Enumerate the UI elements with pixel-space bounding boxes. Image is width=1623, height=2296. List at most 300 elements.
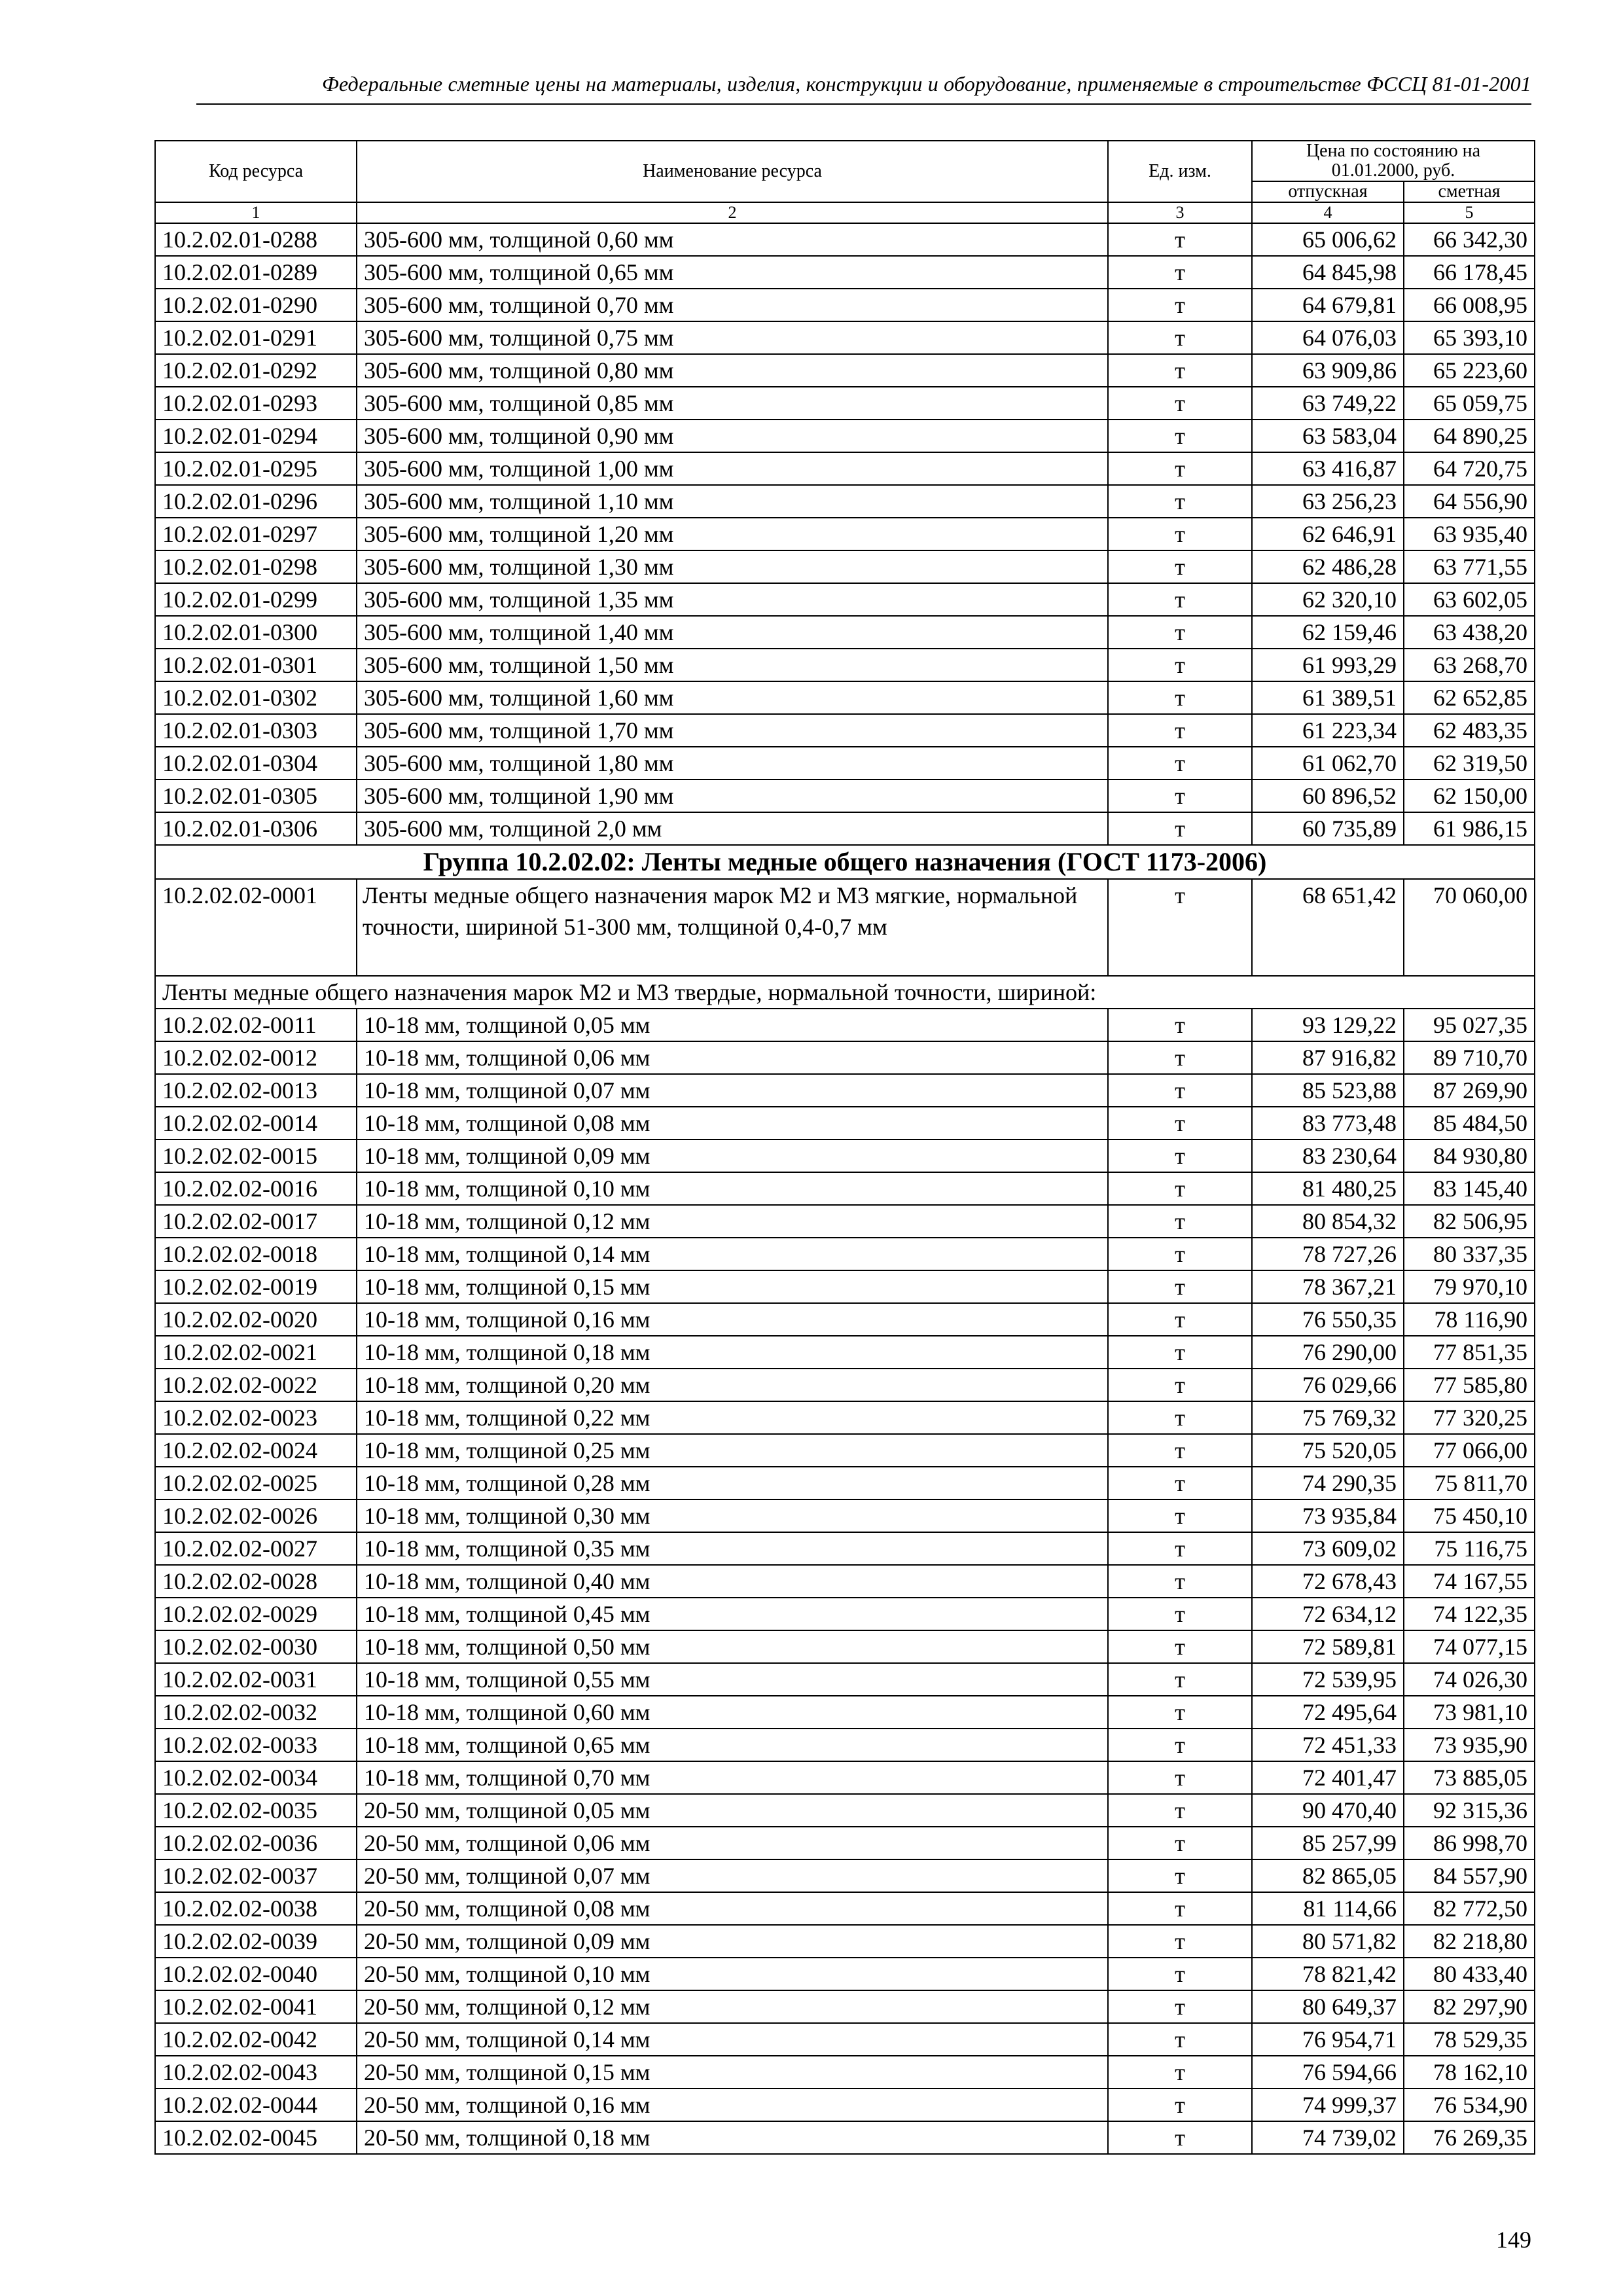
table-row [155,879,1535,976]
release-price: 73 935,84 [1252,1499,1404,1532]
estimate-price: 95 027,35 [1404,1009,1535,1041]
estimate-price: 84 557,90 [1404,1859,1535,1892]
release-price: 93 129,22 [1252,1009,1404,1041]
estimate-price: 66 178,45 [1404,256,1535,289]
unit-cell: т [1108,518,1252,550]
table-row [155,387,1535,420]
table-row [155,780,1535,812]
table-row [155,1336,1535,1369]
unit-cell: т [1108,256,1252,289]
table-row [155,812,1535,845]
estimate-price: 82 772,50 [1404,1892,1535,1925]
estimate-price: 76 269,35 [1404,2121,1535,2154]
unit-cell: т [1108,1990,1252,2023]
estimate-price: 82 218,80 [1404,1925,1535,1958]
unit-cell: т [1108,1859,1252,1892]
resource-code: 10.2.02.02-0026 [155,1499,357,1532]
resource-code: 10.2.02.02-0012 [155,1041,357,1074]
estimate-price: 62 652,85 [1404,681,1535,714]
unit-cell: т [1108,420,1252,452]
resource-code: 10.2.02.02-0033 [155,1729,357,1761]
release-price: 83 773,48 [1252,1107,1404,1139]
resource-name: 10-18 мм, толщиной 0,15 мм [357,1270,1108,1303]
release-price: 76 550,35 [1252,1303,1404,1336]
resource-name: 305-600 мм, толщиной 1,60 мм [357,681,1108,714]
resource-name: 305-600 мм, толщиной 1,35 мм [357,583,1108,616]
table-row [155,1859,1535,1892]
resource-code: 10.2.02.02-0043 [155,2056,357,2089]
resource-code: 10.2.02.02-0011 [155,1009,357,1041]
unit-cell: т [1108,1958,1252,1990]
table-row [155,1270,1535,1303]
subheading: Ленты медные общего назначения марок М2 и М3 твердые, нормальной точности, шириной: [155,976,1535,1009]
unit-cell: т [1108,1729,1252,1761]
estimate-price: 78 116,90 [1404,1303,1535,1336]
table-row [155,420,1535,452]
resource-name: 10-18 мм, толщиной 0,60 мм [357,1696,1108,1729]
release-price: 72 678,43 [1252,1565,1404,1598]
resource-code: 10.2.02.01-0298 [155,550,357,583]
estimate-price: 82 506,95 [1404,1205,1535,1238]
release-price: 80 649,37 [1252,1990,1404,2023]
release-price: 72 634,12 [1252,1598,1404,1630]
estimate-price: 63 438,20 [1404,616,1535,649]
table-row [155,1172,1535,1205]
resource-name: 305-600 мм, толщиной 0,65 мм [357,256,1108,289]
resource-code: 10.2.02.02-0021 [155,1336,357,1369]
column-number: 1 [155,202,357,223]
resource-code: 10.2.02.02-0031 [155,1663,357,1696]
release-price: 75 520,05 [1252,1434,1404,1467]
column-number: 4 [1252,202,1404,223]
estimate-price: 73 935,90 [1404,1729,1535,1761]
estimate-price: 74 026,30 [1404,1663,1535,1696]
unit-cell: т [1108,812,1252,845]
release-price: 65 006,62 [1252,223,1404,256]
estimate-price: 65 393,10 [1404,321,1535,354]
unit-cell: т [1108,1630,1252,1663]
table-row [155,1041,1535,1074]
table-row [155,1892,1535,1925]
resource-name: 10-18 мм, толщиной 0,16 мм [357,1303,1108,1336]
unit-cell: т [1108,1369,1252,1401]
resource-code: 10.2.02.01-0305 [155,780,357,812]
resource-name: Ленты медные общего назначения марок М2 и М3 мягкие, нормальной точности, шириной 51-300 мм, толщиной 0,4-0,7 мм [357,879,1108,976]
unit-cell: т [1108,1107,1252,1139]
estimate-price: 74 167,55 [1404,1565,1535,1598]
release-price: 68 651,42 [1252,879,1404,976]
estimate-price: 75 811,70 [1404,1467,1535,1499]
resource-name: 10-18 мм, толщиной 0,35 мм [357,1532,1108,1565]
table-row [155,1139,1535,1172]
running-header: Федеральные сметные цены на материалы, изделия, конструкции и оборудование, применяемые в строительстве ФССЦ 81-01-2001 [321,72,1531,96]
resource-name: 305-600 мм, толщиной 0,85 мм [357,387,1108,420]
resource-name: 10-18 мм, толщиной 0,14 мм [357,1238,1108,1270]
table-row [155,289,1535,321]
estimate-price: 75 450,10 [1404,1499,1535,1532]
header-rule [196,103,1531,105]
estimate-price: 84 930,80 [1404,1139,1535,1172]
table-row [155,485,1535,518]
resource-name: 305-600 мм, толщиной 2,0 мм [357,812,1108,845]
unit-cell: т [1108,550,1252,583]
unit-cell: т [1108,1663,1252,1696]
resource-name: 20-50 мм, толщиной 0,05 мм [357,1794,1108,1827]
unit-cell: т [1108,289,1252,321]
release-price: 62 159,46 [1252,616,1404,649]
release-price: 90 470,40 [1252,1794,1404,1827]
unit-cell: т [1108,223,1252,256]
estimate-price: 66 342,30 [1404,223,1535,256]
estimate-price: 89 710,70 [1404,1041,1535,1074]
table-row [155,1074,1535,1107]
resource-name: 10-18 мм, толщиной 0,05 мм [357,1009,1108,1041]
table-row [155,1761,1535,1794]
table-row [155,256,1535,289]
release-price: 82 865,05 [1252,1859,1404,1892]
table-row [155,1238,1535,1270]
resource-code: 10.2.02.02-0032 [155,1696,357,1729]
release-price: 62 646,91 [1252,518,1404,550]
resource-name: 20-50 мм, толщиной 0,12 мм [357,1990,1108,2023]
resource-name: 10-18 мм, толщиной 0,40 мм [357,1565,1108,1598]
resource-name: 10-18 мм, толщиной 0,10 мм [357,1172,1108,1205]
resource-code: 10.2.02.01-0302 [155,681,357,714]
resource-code: 10.2.02.02-0038 [155,1892,357,1925]
estimate-price: 65 059,75 [1404,387,1535,420]
release-price: 85 257,99 [1252,1827,1404,1859]
resource-code: 10.2.02.01-0292 [155,354,357,387]
release-price: 74 739,02 [1252,2121,1404,2154]
release-price: 61 993,29 [1252,649,1404,681]
release-price: 60 896,52 [1252,780,1404,812]
resource-code: 10.2.02.02-0039 [155,1925,357,1958]
table-row [155,1303,1535,1336]
estimate-price: 62 319,50 [1404,747,1535,780]
release-price: 72 589,81 [1252,1630,1404,1663]
release-price: 62 320,10 [1252,583,1404,616]
release-price: 87 916,82 [1252,1041,1404,1074]
resource-name: 305-600 мм, толщиной 0,75 мм [357,321,1108,354]
release-price: 81 480,25 [1252,1172,1404,1205]
resource-code: 10.2.02.02-0013 [155,1074,357,1107]
table-row [155,1794,1535,1827]
resource-code: 10.2.02.02-0027 [155,1532,357,1565]
unit-cell: т [1108,1270,1252,1303]
resource-code: 10.2.02.01-0304 [155,747,357,780]
resource-code: 10.2.02.02-0016 [155,1172,357,1205]
estimate-price: 77 066,00 [1404,1434,1535,1467]
release-price: 61 062,70 [1252,747,1404,780]
resource-code: 10.2.02.02-0028 [155,1565,357,1598]
estimate-price: 63 268,70 [1404,649,1535,681]
unit-cell: т [1108,1565,1252,1598]
unit-cell: т [1108,1434,1252,1467]
resource-code: 10.2.02.01-0301 [155,649,357,681]
unit-cell: т [1108,1205,1252,1238]
resource-name: 20-50 мм, толщиной 0,08 мм [357,1892,1108,1925]
release-price: 64 076,03 [1252,321,1404,354]
unit-cell: т [1108,879,1252,976]
unit-cell: т [1108,747,1252,780]
page-number: 149 [1496,2227,1531,2253]
unit-cell: т [1108,485,1252,518]
unit-cell: т [1108,1467,1252,1499]
unit-cell: т [1108,583,1252,616]
resource-code: 10.2.02.02-0030 [155,1630,357,1663]
table-row [155,583,1535,616]
release-price: 63 416,87 [1252,452,1404,485]
estimate-price: 74 077,15 [1404,1630,1535,1663]
unit-cell: т [1108,681,1252,714]
unit-cell: т [1108,1892,1252,1925]
estimate-price: 70 060,00 [1404,879,1535,976]
resource-code: 10.2.02.01-0300 [155,616,357,649]
release-price: 76 029,66 [1252,1369,1404,1401]
table-row [155,550,1535,583]
resource-code: 10.2.02.02-0025 [155,1467,357,1499]
release-price: 73 609,02 [1252,1532,1404,1565]
estimate-price: 80 337,35 [1404,1238,1535,1270]
resource-name: 20-50 мм, толщиной 0,18 мм [357,2121,1108,2154]
resource-name: 10-18 мм, толщиной 0,20 мм [357,1369,1108,1401]
unit-cell: т [1108,1303,1252,1336]
unit-cell: т [1108,649,1252,681]
estimate-price: 65 223,60 [1404,354,1535,387]
unit-cell: т [1108,1696,1252,1729]
unit-cell: т [1108,1499,1252,1532]
resource-code: 10.2.02.01-0297 [155,518,357,550]
release-price: 74 999,37 [1252,2089,1404,2121]
unit-cell: т [1108,1794,1252,1827]
table-row [155,1925,1535,1958]
estimate-price: 62 483,35 [1404,714,1535,747]
resource-code: 10.2.02.02-0037 [155,1859,357,1892]
table-row [155,1958,1535,1990]
unit-cell: т [1108,1009,1252,1041]
unit-cell: т [1108,1238,1252,1270]
resource-code: 10.2.02.02-0019 [155,1270,357,1303]
resource-code: 10.2.02.01-0290 [155,289,357,321]
estimate-price: 64 720,75 [1404,452,1535,485]
column-number: 5 [1404,202,1535,223]
resource-name: 20-50 мм, толщиной 0,06 мм [357,1827,1108,1859]
table-row [155,649,1535,681]
estimate-price: 77 585,80 [1404,1369,1535,1401]
unit-cell: т [1108,1598,1252,1630]
table-row [155,321,1535,354]
resource-code: 10.2.02.02-0017 [155,1205,357,1238]
table-row [155,1205,1535,1238]
resource-code: 10.2.02.02-0041 [155,1990,357,2023]
estimate-price: 78 529,35 [1404,2023,1535,2056]
estimate-price: 64 890,25 [1404,420,1535,452]
resource-name: 10-18 мм, толщиной 0,07 мм [357,1074,1108,1107]
estimate-price: 87 269,90 [1404,1074,1535,1107]
table-row [155,714,1535,747]
header-unit: Ед. изм. [1108,141,1252,202]
resource-name: 305-600 мм, толщиной 1,50 мм [357,649,1108,681]
table-row [155,2121,1535,2154]
estimate-price: 82 297,90 [1404,1990,1535,2023]
resource-name: 305-600 мм, толщиной 1,00 мм [357,452,1108,485]
estimate-price: 74 122,35 [1404,1598,1535,1630]
table-row [155,2089,1535,2121]
resource-name: 10-18 мм, толщиной 0,45 мм [357,1598,1108,1630]
header-code: Код ресурса [155,141,357,202]
header-estimate: сметная [1404,181,1535,202]
resource-name: 10-18 мм, толщиной 0,70 мм [357,1761,1108,1794]
estimate-price: 85 484,50 [1404,1107,1535,1139]
resource-code: 10.2.02.02-0015 [155,1139,357,1172]
unit-cell: т [1108,2056,1252,2089]
resource-code: 10.2.02.02-0022 [155,1369,357,1401]
release-price: 81 114,66 [1252,1892,1404,1925]
release-price: 64 679,81 [1252,289,1404,321]
resource-code: 10.2.02.02-0029 [155,1598,357,1630]
release-price: 76 290,00 [1252,1336,1404,1369]
table-row [155,452,1535,485]
table-row [155,1107,1535,1139]
resource-name: 10-18 мм, толщиной 0,65 мм [357,1729,1108,1761]
table-row [155,681,1535,714]
group-heading-row [155,845,1535,879]
unit-cell: т [1108,2089,1252,2121]
table-row [155,1598,1535,1630]
resource-name: 10-18 мм, толщиной 0,55 мм [357,1663,1108,1696]
release-price: 63 256,23 [1252,485,1404,518]
resource-code: 10.2.02.01-0306 [155,812,357,845]
release-price: 72 401,47 [1252,1761,1404,1794]
release-price: 78 821,42 [1252,1958,1404,1990]
estimate-price: 61 986,15 [1404,812,1535,845]
unit-cell: т [1108,2023,1252,2056]
resource-name: 305-600 мм, толщиной 1,70 мм [357,714,1108,747]
unit-cell: т [1108,452,1252,485]
table-row [155,2056,1535,2089]
resource-code: 10.2.02.02-0018 [155,1238,357,1270]
resource-code: 10.2.02.01-0288 [155,223,357,256]
resource-name: 10-18 мм, толщиной 0,30 мм [357,1499,1108,1532]
subheading-row [155,976,1535,1009]
unit-cell: т [1108,1041,1252,1074]
resource-code: 10.2.02.02-0035 [155,1794,357,1827]
resource-code: 10.2.02.02-0036 [155,1827,357,1859]
table-row [155,616,1535,649]
release-price: 72 539,95 [1252,1663,1404,1696]
release-price: 75 769,32 [1252,1401,1404,1434]
resource-name: 20-50 мм, толщиной 0,15 мм [357,2056,1108,2089]
release-price: 74 290,35 [1252,1467,1404,1499]
unit-cell: т [1108,1827,1252,1859]
release-price: 60 735,89 [1252,812,1404,845]
resource-code: 10.2.02.02-0045 [155,2121,357,2154]
resource-name: 305-600 мм, толщиной 1,20 мм [357,518,1108,550]
resource-name: 10-18 мм, толщиной 0,22 мм [357,1401,1108,1434]
release-price: 76 954,71 [1252,2023,1404,2056]
resource-code: 10.2.02.02-0001 [155,879,357,976]
release-price: 80 571,82 [1252,1925,1404,1958]
release-price: 76 594,66 [1252,2056,1404,2089]
table-row [155,1630,1535,1663]
release-price: 63 749,22 [1252,387,1404,420]
estimate-price: 73 981,10 [1404,1696,1535,1729]
resource-code: 10.2.02.01-0295 [155,452,357,485]
resource-name: 305-600 мм, толщиной 0,90 мм [357,420,1108,452]
header-release: отпускная [1252,181,1404,202]
release-price: 80 854,32 [1252,1205,1404,1238]
estimate-price: 86 998,70 [1404,1827,1535,1859]
unit-cell: т [1108,1401,1252,1434]
unit-cell: т [1108,321,1252,354]
unit-cell: т [1108,780,1252,812]
table-row [155,1729,1535,1761]
resource-code: 10.2.02.01-0293 [155,387,357,420]
release-price: 72 451,33 [1252,1729,1404,1761]
resource-code: 10.2.02.02-0042 [155,2023,357,2056]
unit-cell: т [1108,387,1252,420]
header-price-group: Цена по состоянию на 01.01.2000, руб. [1252,141,1535,181]
resource-code: 10.2.02.02-0044 [155,2089,357,2121]
column-number: 3 [1108,202,1252,223]
estimate-price: 63 935,40 [1404,518,1535,550]
estimate-price: 66 008,95 [1404,289,1535,321]
unit-cell: т [1108,714,1252,747]
resource-name: 305-600 мм, толщиной 1,30 мм [357,550,1108,583]
resource-code: 10.2.02.01-0303 [155,714,357,747]
resource-name: 10-18 мм, толщиной 0,06 мм [357,1041,1108,1074]
table-row [155,1434,1535,1467]
release-price: 78 727,26 [1252,1238,1404,1270]
table-row [155,1401,1535,1434]
resource-name: 10-18 мм, толщиной 0,18 мм [357,1336,1108,1369]
table-row [155,223,1535,256]
resource-name: 10-18 мм, толщиной 0,50 мм [357,1630,1108,1663]
resource-name: 305-600 мм, толщиной 0,60 мм [357,223,1108,256]
unit-cell: т [1108,2121,1252,2154]
estimate-price: 80 433,40 [1404,1958,1535,1990]
unit-cell: т [1108,1761,1252,1794]
table-row [155,1467,1535,1499]
resource-name: 305-600 мм, толщиной 1,90 мм [357,780,1108,812]
resource-code: 10.2.02.01-0294 [155,420,357,452]
unit-cell: т [1108,354,1252,387]
resource-code: 10.2.02.01-0289 [155,256,357,289]
table-row [155,1499,1535,1532]
resource-name: 305-600 мм, толщиной 1,10 мм [357,485,1108,518]
resource-name: 305-600 мм, толщиной 1,80 мм [357,747,1108,780]
resource-name: 20-50 мм, толщиной 0,10 мм [357,1958,1108,1990]
unit-cell: т [1108,616,1252,649]
estimate-price: 62 150,00 [1404,780,1535,812]
resource-name: 10-18 мм, толщиной 0,25 мм [357,1434,1108,1467]
resource-name: 20-50 мм, толщиной 0,07 мм [357,1859,1108,1892]
column-number: 2 [357,202,1108,223]
price-table [154,140,1535,2155]
table-row [155,1532,1535,1565]
unit-cell: т [1108,1336,1252,1369]
table-row [155,1827,1535,1859]
release-price: 62 486,28 [1252,550,1404,583]
resource-name: 10-18 мм, толщиной 0,28 мм [357,1467,1108,1499]
resource-name: 20-50 мм, толщиной 0,09 мм [357,1925,1108,1958]
table-row [155,518,1535,550]
table-row [155,1369,1535,1401]
resource-name: 305-600 мм, толщиной 1,40 мм [357,616,1108,649]
resource-code: 10.2.02.01-0296 [155,485,357,518]
resource-name: 10-18 мм, толщиной 0,09 мм [357,1139,1108,1172]
estimate-price: 73 885,05 [1404,1761,1535,1794]
